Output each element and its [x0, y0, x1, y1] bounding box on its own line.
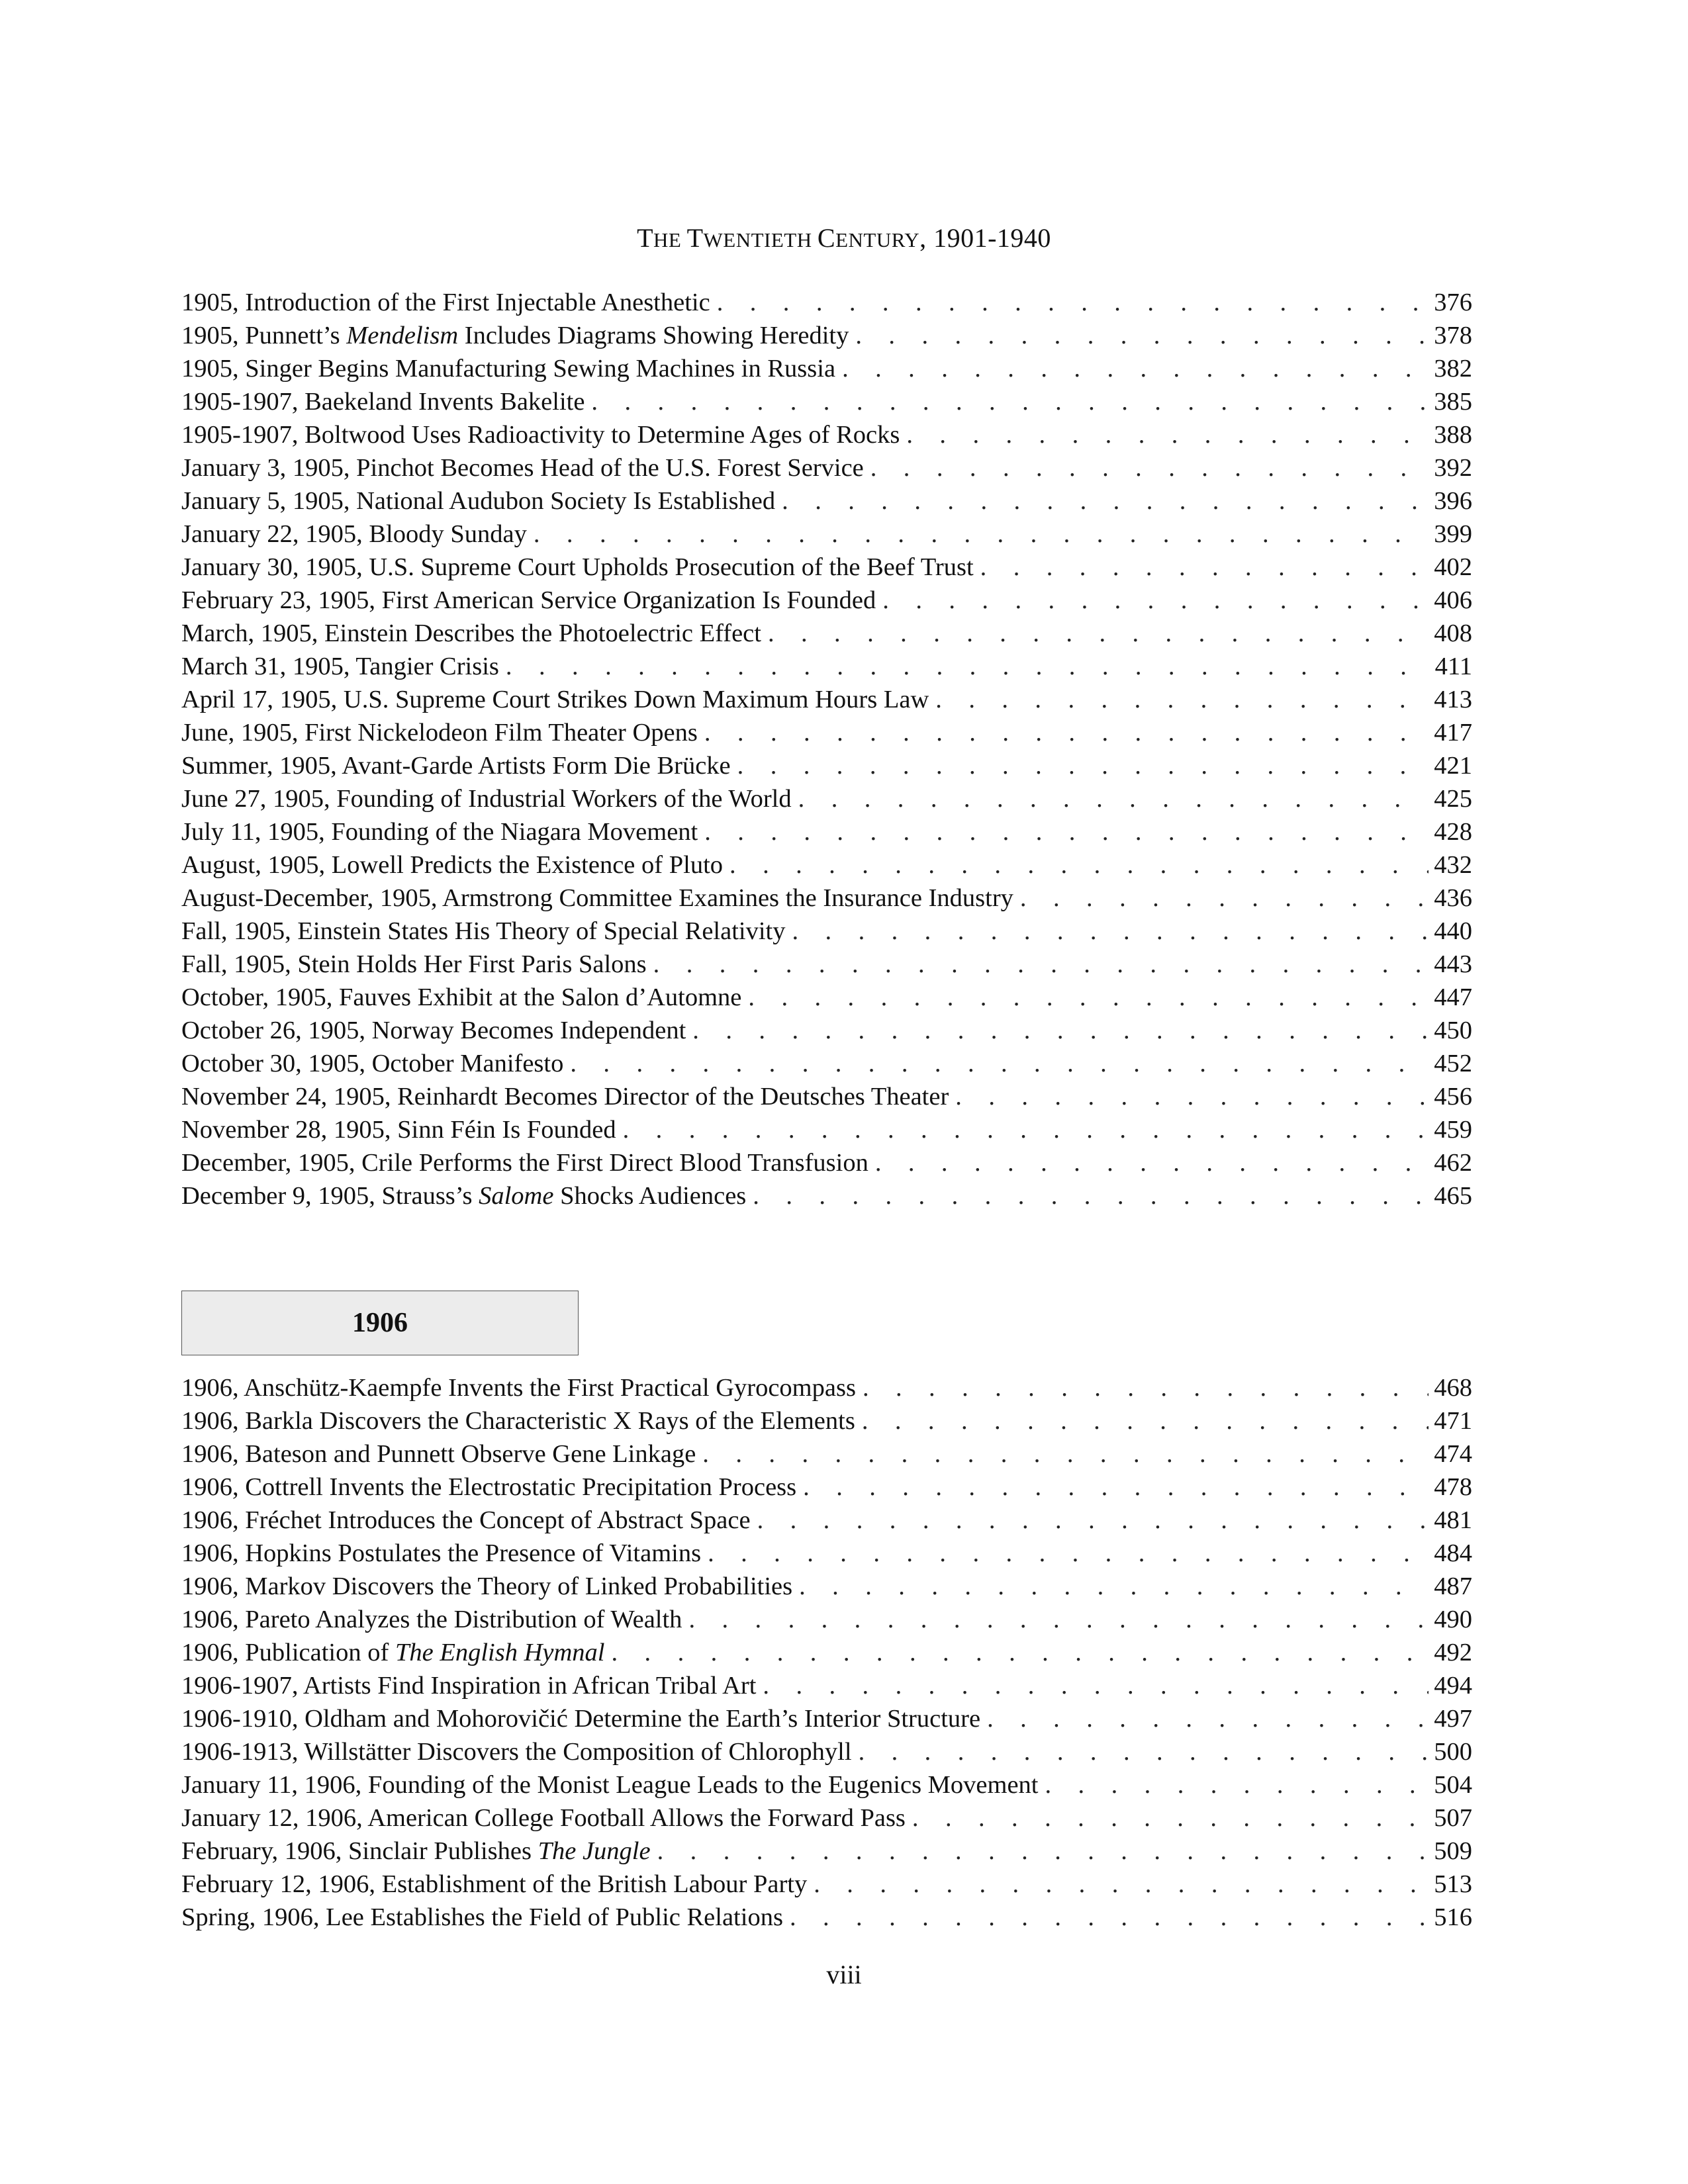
toc-entry[interactable] — [181, 451, 1472, 484]
header-text-part: , 1901-1940 — [919, 223, 1051, 253]
header-text-part: C — [817, 223, 836, 253]
toc-entry[interactable] — [181, 749, 1472, 782]
toc-entry-title — [181, 484, 782, 518]
toc-entry-page-number: 481 — [1434, 1506, 1472, 1534]
toc-entry-title-text: July 11, 1905, Founding of the Niagara Movement — [181, 818, 698, 846]
toc-entry-title — [181, 1371, 863, 1404]
dot-leader — [912, 1801, 1429, 1835]
dot-leader — [863, 1371, 1429, 1404]
dot-leader — [842, 352, 1429, 385]
dot-leader — [1020, 882, 1429, 915]
toc-entry-title — [181, 418, 906, 451]
header-text-part: ENTURY — [835, 228, 920, 251]
toc-entry[interactable] — [181, 352, 1472, 385]
toc-list-1905 — [181, 286, 1472, 1212]
toc-entry-page-number: 406 — [1434, 586, 1472, 614]
toc-entry[interactable] — [181, 650, 1472, 683]
toc-entry[interactable] — [181, 1768, 1472, 1801]
toc-entry[interactable] — [181, 716, 1472, 749]
toc-entry-title — [181, 1146, 875, 1179]
toc-entry-title — [181, 1537, 708, 1570]
dot-leader — [612, 1636, 1429, 1669]
toc-entry-page-number: 417 — [1434, 719, 1472, 747]
dot-leader — [875, 1146, 1429, 1179]
toc-entry[interactable] — [181, 1146, 1472, 1179]
dot-leader — [692, 1014, 1429, 1047]
toc-entry-title-text: January 5, 1905, National Audubon Society Is Established — [181, 487, 776, 515]
toc-entry-title-text: April 17, 1905, U.S. Supreme Court Strikes Down Maximum Hours Law — [181, 686, 929, 713]
toc-entry-title-text: 1905, Punnett’s — [181, 322, 347, 349]
toc-entry[interactable] — [181, 518, 1472, 551]
toc-entry-title-italic: The English Hymnal — [395, 1639, 605, 1666]
toc-entry-page-number: 411 — [1434, 653, 1472, 680]
toc-entry-title — [181, 1080, 955, 1113]
toc-entry-title-text: 1906, Barkla Discovers the Characteristic X Rays of the Elements — [181, 1407, 855, 1435]
dot-leader — [591, 385, 1429, 418]
dot-leader — [657, 1835, 1429, 1868]
toc-entry-title — [181, 551, 980, 584]
toc-entry-title — [181, 385, 591, 418]
toc-entry-page-number: 474 — [1434, 1440, 1472, 1468]
toc-entry-title — [181, 1835, 657, 1868]
toc-entry-page-number: 388 — [1434, 421, 1472, 449]
toc-entry-page-number: 385 — [1434, 388, 1472, 416]
dot-leader — [862, 1404, 1429, 1437]
toc-entry-title-text: February, 1906, Sinclair Publishes — [181, 1837, 538, 1865]
toc-entry[interactable] — [181, 1504, 1472, 1537]
toc-entry[interactable] — [181, 286, 1472, 319]
dot-leader — [955, 1080, 1429, 1113]
toc-entry[interactable] — [181, 1603, 1472, 1636]
toc-entry-title-text: October, 1905, Fauves Exhibit at the Salon d’Automne — [181, 983, 742, 1011]
toc-entry[interactable] — [181, 1901, 1472, 1934]
toc-entry[interactable] — [181, 584, 1472, 617]
toc-entry[interactable] — [181, 385, 1472, 418]
toc-entry-page-number: 494 — [1434, 1672, 1472, 1700]
toc-entry-title-text: 1906, Markov Discovers the Theory of Linked Probabilities — [181, 1572, 793, 1600]
toc-entry[interactable] — [181, 1669, 1472, 1702]
toc-entry-title — [181, 451, 870, 484]
toc-entry-title-text: February 23, 1905, First American Service Organization Is Founded — [181, 586, 876, 614]
toc-entry-page-number: 425 — [1434, 785, 1472, 813]
toc-entry-page-number: 421 — [1434, 752, 1472, 780]
toc-entry-title-text: February 12, 1906, Establishment of the British Labour Party — [181, 1870, 808, 1898]
toc-entry-title — [181, 749, 737, 782]
dot-leader — [702, 1437, 1429, 1471]
toc-entry-page-number: 376 — [1434, 289, 1472, 316]
toc-entry-title-text: June 27, 1905, Founding of Industrial Workers of the World — [181, 785, 792, 813]
header-text-part: T — [686, 223, 704, 253]
dot-leader — [790, 1901, 1429, 1934]
toc-entry[interactable] — [181, 1371, 1472, 1404]
toc-entry-page-number: 513 — [1434, 1870, 1472, 1898]
dot-leader — [782, 484, 1429, 518]
toc-entry-title — [181, 1603, 688, 1636]
toc-entry-page-number: 487 — [1434, 1572, 1472, 1600]
toc-entry-title-text: December, 1905, Crile Performs the First Direct Blood Transfusion — [181, 1149, 868, 1177]
dot-leader — [792, 915, 1429, 948]
toc-entry-title-text: 1906-1907, Artists Find Inspiration in African Tribal Art — [181, 1672, 757, 1700]
dot-leader — [704, 716, 1429, 749]
toc-entry-page-number: 440 — [1434, 917, 1472, 945]
dot-leader — [1045, 1768, 1429, 1801]
toc-entry-title — [181, 1179, 753, 1212]
toc-entry[interactable] — [181, 1636, 1472, 1669]
toc-entry-page-number: 471 — [1434, 1407, 1472, 1435]
toc-entry-page-number: 399 — [1434, 520, 1472, 548]
toc-entry-page-number: 468 — [1434, 1374, 1472, 1402]
toc-entry-title-text: March, 1905, Einstein Describes the Photoelectric Effect — [181, 619, 761, 647]
toc-entry-title-text: Fall, 1905, Stein Holds Her First Paris Salons — [181, 950, 647, 978]
toc-entry-title-text: Summer, 1905, Avant-Garde Artists Form Die Brücke — [181, 752, 731, 780]
toc-entry[interactable] — [181, 1047, 1472, 1080]
toc-entry[interactable] — [181, 981, 1472, 1014]
toc-entry-title-text: December 9, 1905, Strauss’s — [181, 1182, 479, 1210]
toc-entry-title-text: 1906, Fréchet Introduces the Concept of Abstract Space — [181, 1506, 751, 1534]
toc-entry-page-number: 490 — [1434, 1606, 1472, 1633]
toc-entry-page-number: 478 — [1434, 1473, 1472, 1501]
toc-entry-title-italic: Mendelism — [346, 322, 459, 349]
toc-entry-title — [181, 1768, 1045, 1801]
toc-entry[interactable] — [181, 1080, 1472, 1113]
dot-leader — [757, 1504, 1429, 1537]
toc-entry-title — [181, 1047, 570, 1080]
toc-entry[interactable] — [181, 1735, 1472, 1768]
toc-entry[interactable] — [181, 683, 1472, 716]
toc-entry-page-number: 500 — [1434, 1738, 1472, 1766]
toc-entry-page-number: 413 — [1434, 686, 1472, 713]
dot-leader — [708, 1537, 1429, 1570]
toc-entry[interactable] — [181, 1801, 1472, 1835]
toc-entry-title — [181, 617, 768, 650]
toc-entry-page-number: 492 — [1434, 1639, 1472, 1666]
toc-entry-page-number: 507 — [1434, 1804, 1472, 1832]
toc-entry-title — [181, 352, 842, 385]
toc-entry-title-text: 1906, Publication of — [181, 1639, 395, 1666]
toc-entry-page-number: 428 — [1434, 818, 1472, 846]
toc-entry-title-text: October 30, 1905, October Manifesto — [181, 1050, 564, 1077]
toc-entry-title — [181, 1636, 612, 1669]
dot-leader — [768, 617, 1429, 650]
toc-entry[interactable] — [181, 882, 1472, 915]
toc-entry-page-number: 408 — [1434, 619, 1472, 647]
toc-entry-title — [181, 1735, 859, 1768]
toc-entry[interactable] — [181, 418, 1472, 451]
toc-entry-page-number: 447 — [1434, 983, 1472, 1011]
toc-entry-page-number: 436 — [1434, 884, 1472, 912]
toc-entry-title-text: 1906-1910, Oldham and Mohorovičić Determine the Earth’s Interior Structure — [181, 1705, 981, 1733]
toc-entry-title — [181, 1437, 702, 1471]
toc-entry-title — [181, 1404, 862, 1437]
toc-entry[interactable] — [181, 617, 1472, 650]
toc-entry[interactable] — [181, 948, 1472, 981]
toc-entry-title-text: 1905, Singer Begins Manufacturing Sewing Machines in Russia — [181, 355, 836, 383]
toc-entry-page-number: 378 — [1434, 322, 1472, 349]
dot-leader — [855, 319, 1429, 352]
header-text-part: T — [637, 223, 654, 253]
toc-entry-title-text: January 30, 1905, U.S. Supreme Court Upholds Prosecution of the Beef Trust — [181, 553, 974, 581]
toc-entry-title — [181, 1014, 692, 1047]
toc-entry-page-number: 392 — [1434, 454, 1472, 482]
toc-entry-page-number: 402 — [1434, 553, 1472, 581]
toc-entry-title — [181, 319, 855, 352]
dot-leader — [859, 1735, 1429, 1768]
toc-entry-page-number: 452 — [1434, 1050, 1472, 1077]
toc-entry-page-number: 396 — [1434, 487, 1472, 515]
toc-entry[interactable] — [181, 1570, 1472, 1603]
dot-leader — [534, 518, 1429, 551]
dot-leader — [799, 1570, 1429, 1603]
toc-entry[interactable] — [181, 551, 1472, 584]
dot-leader — [570, 1047, 1429, 1080]
dot-leader — [717, 286, 1429, 319]
toc-entry-page-number: 497 — [1434, 1705, 1472, 1733]
dot-leader — [737, 749, 1429, 782]
toc-entry-title — [181, 848, 729, 882]
dot-leader — [763, 1669, 1429, 1702]
header-text-part: WENTIETH — [703, 228, 818, 251]
page-number: viii — [826, 1960, 862, 1989]
toc-entry[interactable] — [181, 815, 1472, 848]
toc-entry-page-number: 462 — [1434, 1149, 1472, 1177]
toc-entry-title — [181, 286, 717, 319]
toc-entry-title-italic: Salome — [479, 1182, 554, 1210]
toc-entry-title-text: 1905-1907, Boltwood Uses Radioactivity to Determine Ages of Rocks — [181, 421, 900, 449]
dot-leader — [748, 981, 1429, 1014]
running-header — [0, 222, 1688, 253]
toc-entry-title — [181, 1702, 987, 1735]
toc-entry[interactable] — [181, 1014, 1472, 1047]
toc-entry-title-text: January 22, 1905, Bloody Sunday — [181, 520, 527, 548]
toc-entry[interactable] — [181, 1537, 1472, 1570]
toc-entry-title-text: October 26, 1905, Norway Becomes Independent — [181, 1017, 686, 1044]
toc-entry[interactable] — [181, 319, 1472, 352]
toc-entry-title — [181, 584, 882, 617]
toc-entry-title — [181, 1901, 790, 1934]
toc-entry[interactable] — [181, 1835, 1472, 1868]
toc-entry-title — [181, 782, 798, 815]
toc-entry[interactable] — [181, 848, 1472, 882]
toc-entry[interactable] — [181, 1868, 1472, 1901]
toc-entry-title — [181, 650, 506, 683]
toc-entry-title — [181, 981, 748, 1014]
toc-entry-page-number: 504 — [1434, 1771, 1472, 1799]
toc-entry-page-number: 456 — [1434, 1083, 1472, 1111]
dot-leader — [870, 451, 1429, 484]
toc-entry-title-text: June, 1905, First Nickelodeon Film Theater Opens — [181, 719, 698, 747]
toc-entry-title — [181, 948, 653, 981]
dot-leader — [882, 584, 1429, 617]
dot-leader — [906, 418, 1429, 451]
toc-entry[interactable] — [181, 484, 1472, 518]
toc-entry-title-text: Fall, 1905, Einstein States His Theory of Special Relativity — [181, 917, 786, 945]
toc-entry-title — [181, 1113, 623, 1146]
toc-entry-title-italic: The Jungle — [538, 1837, 651, 1865]
dot-leader — [506, 650, 1429, 683]
toc-entry[interactable] — [181, 1404, 1472, 1437]
toc-entry-title-text: January 11, 1906, Founding of the Monist League Leads to the Eugenics Movement — [181, 1771, 1039, 1799]
dot-leader — [798, 782, 1429, 815]
toc-entry-title — [181, 716, 704, 749]
toc-entry-title-text: August-December, 1905, Armstrong Committee Examines the Insurance Industry — [181, 884, 1013, 912]
toc-entry-title-text: 1906, Pareto Analyzes the Distribution of Wealth — [181, 1606, 682, 1633]
dot-leader — [753, 1179, 1429, 1212]
toc-entry[interactable] — [181, 1179, 1472, 1212]
toc-entry-title — [181, 683, 935, 716]
dot-leader — [623, 1113, 1429, 1146]
toc-entry-title-text: 1905, Introduction of the First Injectable Anesthetic — [181, 289, 710, 316]
toc-entry-title — [181, 1669, 763, 1702]
section-heading-1906 — [181, 1291, 579, 1355]
dot-leader — [729, 848, 1429, 882]
toc-entry-title-text: 1906, Cottrell Invents the Electrostatic Precipitation Process — [181, 1473, 797, 1501]
toc-entry[interactable] — [181, 1113, 1472, 1146]
toc-entry-title — [181, 915, 792, 948]
dot-leader — [803, 1471, 1429, 1504]
toc-entry-title-text: 1906, Hopkins Postulates the Presence of Vitamins — [181, 1539, 702, 1567]
header-text-part: HE — [653, 228, 687, 251]
toc-entry-title — [181, 1504, 757, 1537]
toc-entry-title-text: August, 1905, Lowell Predicts the Existence of Pluto — [181, 851, 724, 879]
toc-entry[interactable] — [181, 1437, 1472, 1471]
toc-entry-title — [181, 1868, 814, 1901]
toc-entry[interactable] — [181, 915, 1472, 948]
toc-entry-page-number: 516 — [1434, 1903, 1472, 1931]
toc-entry[interactable] — [181, 1471, 1472, 1504]
toc-entry-title — [181, 882, 1020, 915]
toc-entry-title-text: Includes Diagrams Showing Heredity — [458, 322, 849, 349]
toc-entry-title-text: March 31, 1905, Tangier Crisis — [181, 653, 499, 680]
toc-entry-title-text: 1906, Bateson and Punnett Observe Gene Linkage — [181, 1440, 696, 1468]
dot-leader — [980, 551, 1429, 584]
section-heading-label: 1906 — [352, 1308, 408, 1338]
toc-entry-page-number: 509 — [1434, 1837, 1472, 1865]
toc-entry-page-number: 432 — [1434, 851, 1472, 879]
toc-entry[interactable] — [181, 1702, 1472, 1735]
toc-entry[interactable] — [181, 782, 1472, 815]
dot-leader — [935, 683, 1429, 716]
dot-leader — [814, 1868, 1429, 1901]
toc-entry-title-text: 1906-1913, Willstätter Discovers the Composition of Chlorophyll — [181, 1738, 852, 1766]
toc-entry-title-text: November 28, 1905, Sinn Féin Is Founded — [181, 1116, 616, 1144]
toc-entry-title — [181, 1801, 912, 1835]
toc-entry-title — [181, 1471, 803, 1504]
toc-entry-page-number: 484 — [1434, 1539, 1472, 1567]
toc-entry-title-text: Shocks Audiences — [553, 1182, 747, 1210]
dot-leader — [653, 948, 1429, 981]
toc-entry-page-number: 382 — [1434, 355, 1472, 383]
toc-entry-title-text: 1906, Anschütz-Kaempfe Invents the First Practical Gyrocompass — [181, 1374, 856, 1402]
toc-entry-page-number: 459 — [1434, 1116, 1472, 1144]
toc-entry-title — [181, 815, 704, 848]
toc-entry-title-text: Spring, 1906, Lee Establishes the Field of Public Relations — [181, 1903, 783, 1931]
dot-leader — [688, 1603, 1429, 1636]
toc-entry-page-number: 450 — [1434, 1017, 1472, 1044]
toc-entry-title — [181, 518, 534, 551]
toc-entry-title-text: January 3, 1905, Pinchot Becomes Head of the U.S. Forest Service — [181, 454, 864, 482]
toc-entry-title — [181, 1570, 799, 1603]
toc-entry-title-text: November 24, 1905, Reinhardt Becomes Director of the Deutsches Theater — [181, 1083, 949, 1111]
toc-entry-title-text: January 12, 1906, American College Football Allows the Forward Pass — [181, 1804, 906, 1832]
toc-list-1906 — [181, 1371, 1472, 1934]
toc-entry-page-number: 465 — [1434, 1182, 1472, 1210]
dot-leader — [987, 1702, 1429, 1735]
dot-leader — [704, 815, 1429, 848]
toc-entry-page-number: 443 — [1434, 950, 1472, 978]
toc-entry-title-text: 1905-1907, Baekeland Invents Bakelite — [181, 388, 585, 416]
